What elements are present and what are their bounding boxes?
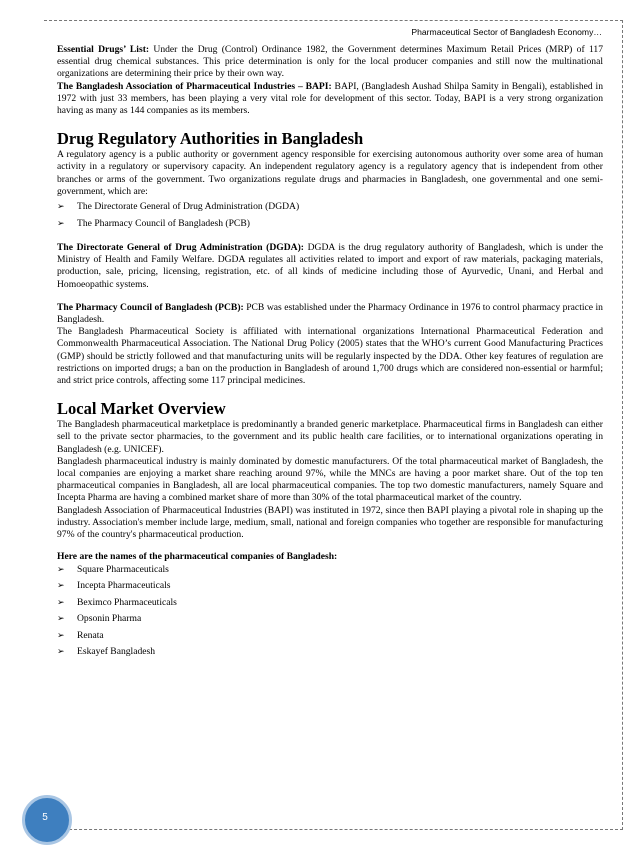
arrow-bullet-icon: ➢ [57,630,65,641]
dgda-label: The Directorate General of Drug Administration (DGDA): [57,242,304,254]
arrow-bullet-icon: ➢ [57,564,65,575]
list-item: ➢ Incepta Pharmaceuticals [57,580,171,592]
pcb-paragraph: The Pharmacy Council of Bangladesh (PCB): PCB was established under the Pharmacy Ordinance in 1976 to control pharmacy practice in Bangladesh. [57,301,603,326]
arrow-bullet-icon: ➢ [57,614,65,625]
bapi-paragraph: The Bangladesh Association of Pharmaceutical Industries – BAPI: BAPI, (Bangladesh Aushad Shilpa Samity in Bengali), established in 1972 with just 33 members, has been playing a very vital role for development of this sector. Today, BAPI is a very strong organization having as many as 144 companies as its members. [57,80,603,117]
market-paragraph-1: The Bangladesh pharmaceutical marketplace is predominantly a branded generic marketplace. Pharmaceutical firms in Bangladesh can either sell to the private sector pharmacies, to the government and its public health care facilities, or to international organizations operating in Bangladesh (e.g. UNICEF). [57,419,603,455]
page-number-badge [22,795,72,845]
regulatory-bodies-list [57,201,603,230]
list-item: ➢ Beximco Pharmaceuticals [57,596,177,608]
list-item: ➢ Eskayef Bangladesh [57,646,156,658]
section-heading-market: Local Market Overview [57,399,226,419]
essential-drugs-label: Essential Drugs’ List: [57,44,150,55]
list-item: ➢ Renata [57,629,104,641]
pcb-label: The Pharmacy Council of Bangladesh (PCB): [57,301,244,313]
regulatory-intro-paragraph: A regulatory agency is a public authority or government agency responsible for exercising autonomous authority over some area of human activity in a regulatory or supervisory capacity. An independent regulatory agency is a regulatory agency that is independent from other branches or arms of the government. Two organizations regulate drugs and pharmacies in Bangladesh, one governmental and one semi-government, which are: [57,149,603,197]
bapi-label: The Bangladesh Association of Pharmaceutical Industries – BAPI: [57,80,332,92]
market-paragraph-2: Bangladesh pharmaceutical industry is mainly dominated by domestic manufacturers. Of the total pharmaceutical market of Bangladesh, the local companies are enjoying a market share reaching around 97%, while the MNCs are having a poor market share. Out of the top ten pharmaceutical companies in Bangladesh, all are local pharmaceutical companies. The top two domestic manufacturers, namely Square and Incepta Pharma are having a combined market share of more than 30% of the total pharmaceutical market of the country. [57,455,603,504]
list-item: ➢ Opsonin Pharma [57,613,142,625]
list-item: ➢ Square Pharmaceuticals [57,563,169,575]
page-number: 5 [42,811,48,823]
list-item: ➢ The Directorate General of Drug Administration (DGDA) [57,201,300,213]
arrow-bullet-icon: ➢ [57,647,65,658]
companies-list [57,564,603,659]
essential-drugs-paragraph: Essential Drugs’ List: Under the Drug (Control) Ordinance 1982, the Government determines Maximum Retail Prices (MRP) of 117 essential drug chemical substances. This price determination is only for the local producer companies and still now the multinational organizations are determining their price by their own way. [57,44,603,80]
market-paragraph-3: Bangladesh Association of Pharmaceutical Industries (BAPI) was instituted in 1972, since then BAPI playing a pivotal role in shaping up the industry. Association's member include large, medium, small, national and foreign companies who together are responsible for manufacturing 97% of the country's pharmaceutical production. [57,504,603,541]
arrow-bullet-icon: ➢ [57,202,65,213]
list-item: ➢ The Pharmacy Council of Bangladesh (PCB) [57,218,250,230]
arrow-bullet-icon: ➢ [57,597,65,608]
page-content [57,44,603,663]
arrow-bullet-icon: ➢ [57,219,65,230]
section-heading-regulatory: Drug Regulatory Authorities in Bangladesh [57,129,364,149]
companies-list-heading: Here are the names of the pharmaceutical companies of Bangladesh: [57,551,338,563]
running-header: Pharmaceutical Sector of Bangladesh Economy… [411,27,602,37]
pharmaceutical-society-paragraph: The Bangladesh Pharmaceutical Society is affiliated with international organizations International Pharmaceutical Federation and Commonwealth Pharmaceutical Association. The National Drug Policy (2005) states that the WHO’s current Good Manufacturing Practices (GMP) should be strictly followed and that manufacturing units will be regularly inspected by the DDA. Other key features of regulation are restrictions on imported drugs; a ban on the production in Bangladesh of around 1,700 drugs which are considered non-essential or harmful; and strict price controls, affecting some 117 principal medicines. [57,326,603,387]
arrow-bullet-icon: ➢ [57,581,65,592]
dgda-paragraph: The Directorate General of Drug Administration (DGDA): DGDA is the drug regulatory authority of Bangladesh, which is under the Ministry of Health and Family Welfare. DGDA regulates all activities related to import and export of raw materials, packaging materials, production, sale, pricing, licensing, registration, etc. of all kinds of medicine including those of Ayurvedic, Unani, and Herbal and Homoeopathic systems. [57,242,603,290]
